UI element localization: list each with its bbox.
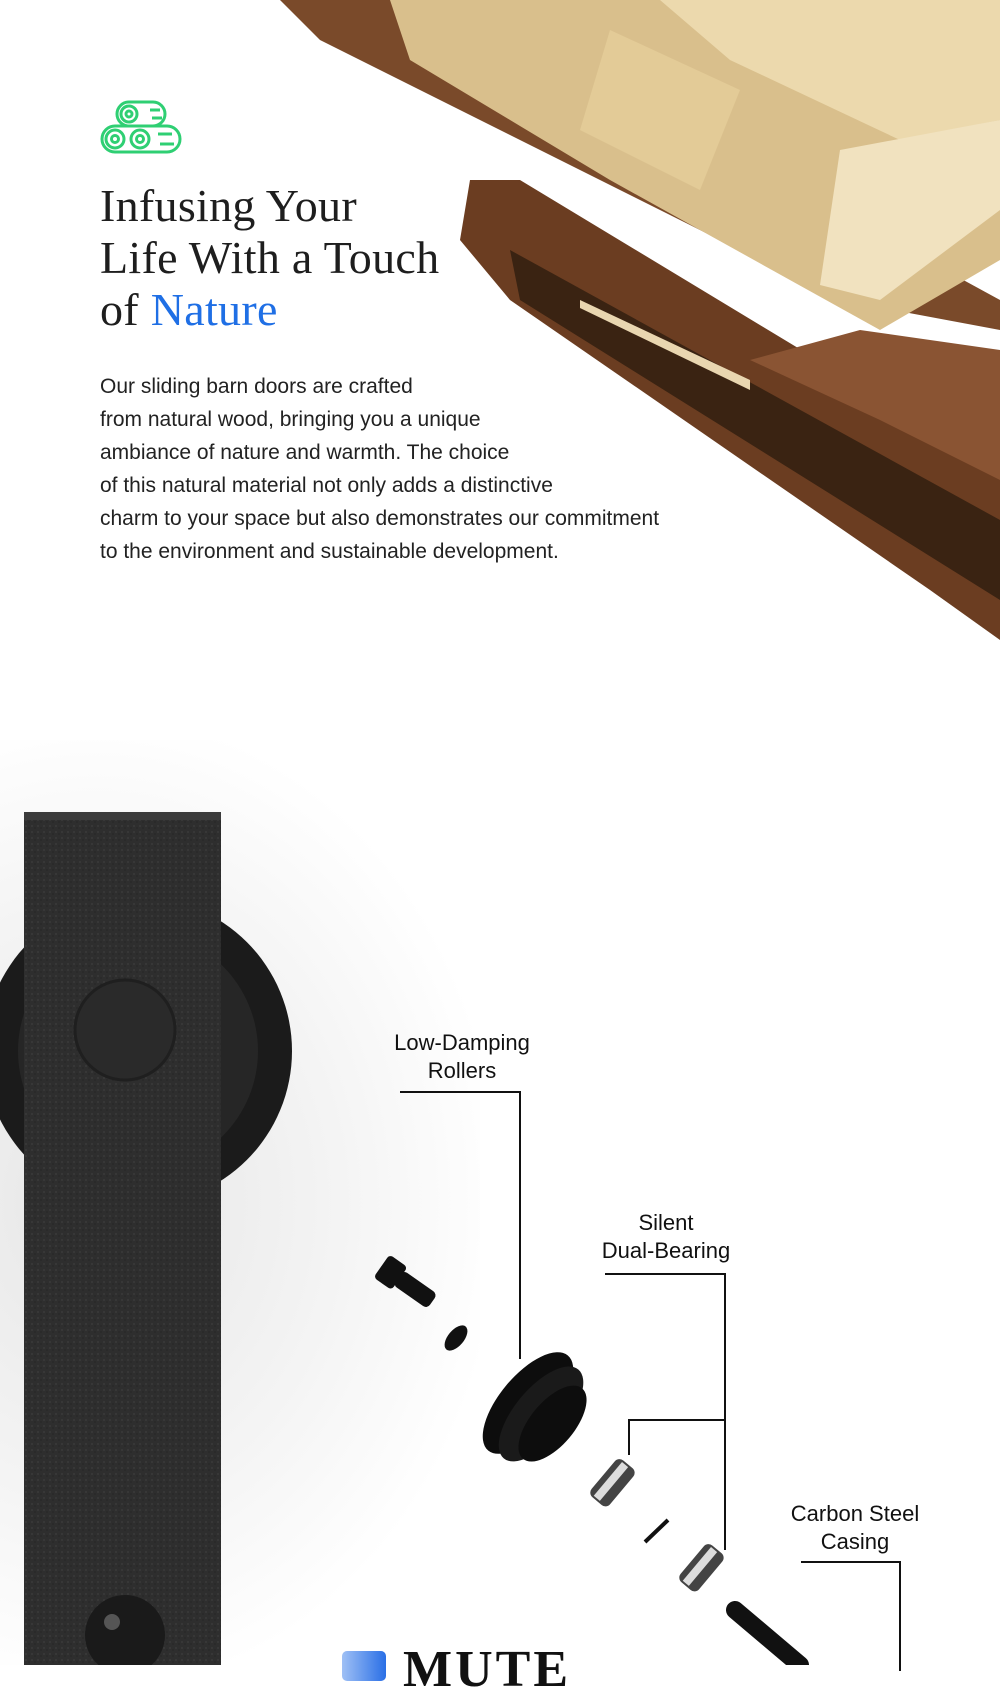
callout-low-damping-rollers [394, 1029, 530, 1085]
leader-line [605, 1273, 726, 1275]
callout-line: Rollers [427, 1058, 497, 1083]
mute-badge-icon [342, 1651, 386, 1681]
description-line: ambiance of nature and warmth. The choice [100, 441, 510, 464]
description-line: from natural wood, bringing you a unique [100, 408, 481, 431]
description-line: of this natural material not only adds a distinctive [100, 474, 553, 497]
callout-line: Dual-Bearing [601, 1238, 731, 1263]
heading-accent: Nature [150, 284, 278, 335]
heading-line [100, 284, 439, 336]
callout-line: Silent [638, 1210, 694, 1235]
roller-exploded-parts [340, 1230, 840, 1665]
callout-line: Casing [820, 1529, 890, 1554]
callout-carbon-steel-casing [791, 1500, 919, 1556]
heading-line: Infusing Your [100, 180, 357, 231]
heading-line: Life With a Touch [100, 232, 440, 283]
leader-line [801, 1561, 901, 1563]
description-line: Our sliding barn doors are crafted [100, 375, 413, 398]
leader-line [724, 1273, 726, 1550]
section-heading [100, 180, 439, 336]
leader-line [628, 1419, 726, 1421]
wood-logs-icon [100, 100, 182, 156]
leader-line [519, 1091, 521, 1359]
callout-silent-dual-bearing [602, 1209, 730, 1265]
callout-line: Low-Damping [394, 1030, 530, 1055]
feature-description [100, 370, 659, 568]
heading-line-prefix: of [100, 284, 151, 335]
mute-section-title: MUTE [403, 1641, 571, 1698]
description-line: charm to your space but also demonstrates our commitment [100, 507, 660, 530]
barn-door-hanger-image [0, 800, 320, 1665]
leader-line [400, 1091, 521, 1093]
description-line: to the environment and sustainable development. [100, 540, 559, 563]
leader-line [899, 1561, 901, 1671]
leader-line [628, 1419, 630, 1455]
callout-line: Carbon Steel [790, 1501, 920, 1526]
